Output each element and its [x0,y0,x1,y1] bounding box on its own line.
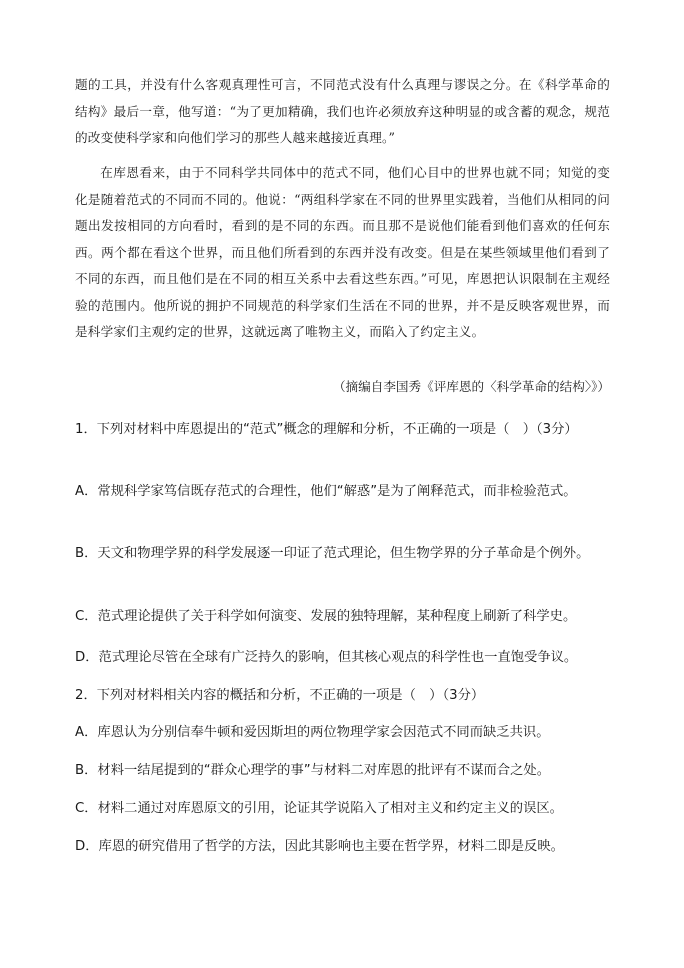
question-2-option-a: A．库恩认为分别信奉牛顿和爱因斯坦的两位物理学家会因范式不同而缺乏共识。 [75,725,550,740]
question-2-option-d: D．库恩的研究借用了哲学的方法，因此其影响也主要在哲学界，材料二即是反映。 [75,839,564,854]
question-1-option-a: A．常规科学家笃信既存范式的合理性，他们“解惑”是为了阐释范式，而非检验范式。 [75,484,577,499]
question-2-option-c: C．材料二通过对库恩原文的引用，论证其学说陷入了相对主义和约定主义的误区。 [75,801,563,816]
question-1-stem: 1．下列对材料中库恩提出的“范式”概念的理解和分析，不正确的一项是（ ）（3分） [75,422,578,437]
question-2-option-b: B．材料一结尾提到的“群众心理学的事”与材料二对库恩的批评有不谋而合之处。 [75,763,550,778]
passage-source: （摘编自李国秀《评库恩的〈科学革命的结构〉》） [332,379,610,394]
question-1-option-d: D．范式理论尽管在全球有广泛持久的影响，但其核心观点的科学性也一直饱受争议。 [75,650,578,665]
passage-paragraph-2: 在库恩看来，由于不同科学共同体中的范式不同，他们心目中的世界也就不同；知觉的变化是随着范式的不同而不同的。他说：“两组科学家在不同的世界里实践着，当他们从相同的问题出发按相同的方向看时，看到的是不同的东西。而且那不是说他们能看到他们喜欢的任何东西。两个都在看这个世界，而且他们所看到的东西并没有改变。但是在某些领域里他们看到了不同的东西，而且他们是在不同的相互关系中去看这些东西。”可见，库恩把认识限制在主观经验的范围内。他所说的拥护不同规范的科学家们生活在不同的世界，并不是反映客观世界，而是科学家们主观约定的世界，这就远离了唯物主义，而陷入了约定主义。 [75,165,610,339]
question-1-option-c: C．范式理论提供了关于科学如何演变、发展的独特理解，某种程度上刷新了科学史。 [75,609,577,624]
question-2-stem: 2．下列对材料相关内容的概括和分析，不正确的一项是（ ）（3分） [75,688,485,703]
passage-paragraph-1: 题的工具，并没有什么客观真理性可言，不同范式没有什么真理与谬误之分。在《科学革命的结构》最后一章，他写道：“为了更加精确，我们也许必须放弃这种明显的或含蓄的观念，规范的改变使科学家和向他们学习的那些人越来越接近真理。” [75,77,610,145]
question-1-option-b: B．天文和物理学界的科学发展逐一印证了范式理论，但生物学界的分子革命是个例外。 [75,546,590,561]
